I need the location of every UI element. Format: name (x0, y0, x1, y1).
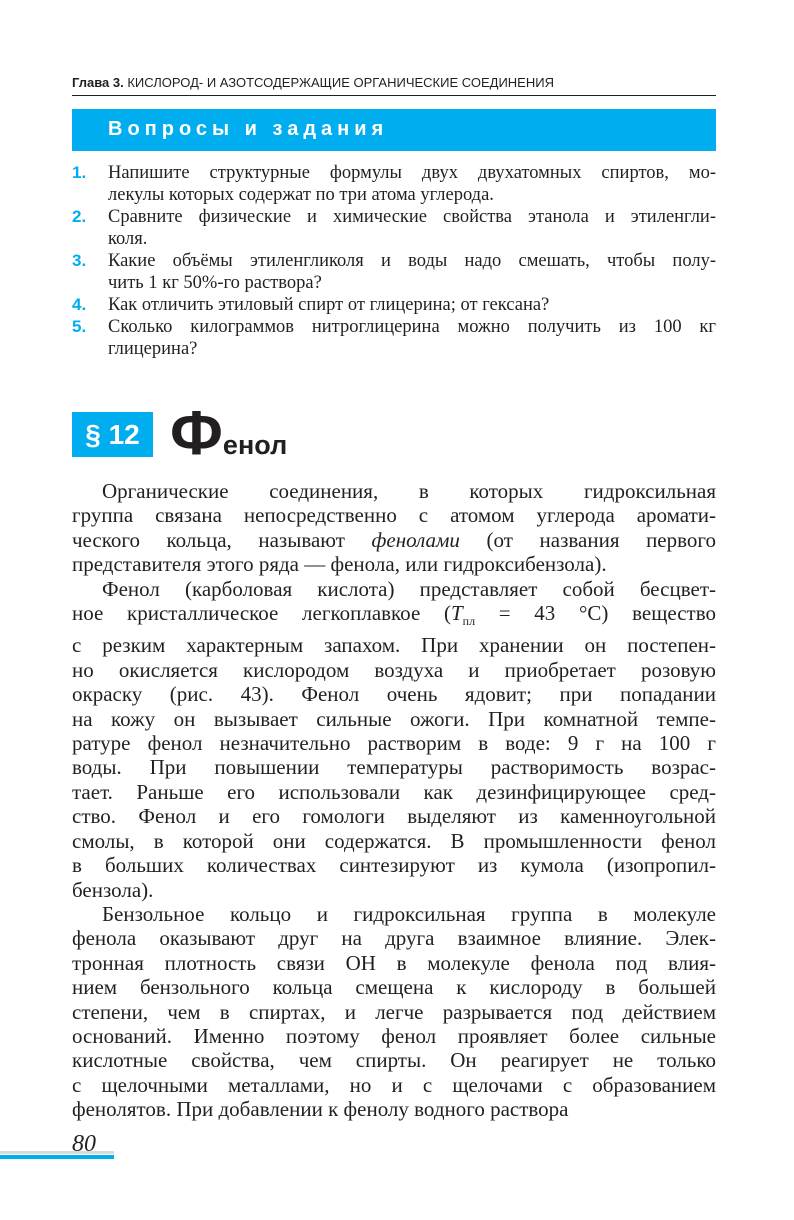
text-line: Бензольное кольцо и гидроксильная группа в молекуле (102, 901, 716, 926)
text-line: на кожу он вызывает сильные ожоги. При комнатной темпе- (72, 706, 716, 731)
text-span: ное кристаллическое легкоплавкое ( (72, 601, 451, 626)
page-number: 80 (72, 1131, 96, 1157)
chapter-title: КИСЛОРОД- И АЗОТСОДЕРЖАЩИЕ ОРГАНИЧЕСКИЕ СОЕДИНЕНИЯ (127, 75, 554, 90)
text-line: но окисляется кислородом воздуха и приобретает розовую (72, 657, 716, 682)
text-line: оснований. Именно поэтому фенол проявляет более сильные (72, 1023, 716, 1048)
question-line: чить 1 кг 50%-го раствора? (108, 273, 322, 293)
text-line: степени, чем в спиртах, и легче разрывается под действием (72, 999, 716, 1024)
question-number: 3. (72, 251, 87, 270)
question-line: Сколько килограммов нитроглицерина можно получить из 100 кг (108, 317, 716, 337)
text-line: кислотные свойства, чем спирты. Он реагирует не только (72, 1048, 716, 1073)
text-line: фенола оказывают друг на друга взаимное влияние. Элек- (72, 926, 716, 951)
question-item (72, 206, 716, 250)
question-line: глицерина? (108, 339, 198, 359)
text-line: бензола). (72, 877, 154, 902)
section-title (170, 398, 287, 469)
text-line: группа связана непосредственно с атомом углерода аромати- (72, 503, 716, 528)
temperature-symbol: T (450, 601, 463, 626)
question-line: Напишите структурные формулы двух двухатомных спиртов, мо- (108, 163, 716, 183)
question-line: Как отличить этиловый спирт от глицерина; от гексана? (108, 295, 550, 315)
body-text (72, 479, 716, 1122)
title-initial: Ф (170, 399, 223, 468)
questions-list (72, 162, 716, 360)
text-line: воды. При повышении температуры растворимость возрас- (72, 755, 716, 780)
running-header (72, 75, 554, 90)
questions-banner (72, 109, 716, 151)
text-line: представителя этого ряда — фенола, или гидроксибензола). (72, 552, 607, 577)
question-line: Сравните физические и химические свойства этанола и этиленгли- (108, 207, 716, 227)
text-line: тает. Раньше его использовали как дезинфицирующее сред- (72, 779, 716, 804)
text-line: Фенол (карболовая кислота) представляет собой бесцвет- (102, 576, 716, 601)
questions-title: Вопросы и задания (108, 118, 389, 140)
question-number: 2. (72, 207, 87, 226)
text-line: в больших количествах синтезируют из кумола (изопропил- (72, 853, 716, 878)
text-span: ческого кольца, называют (72, 527, 372, 552)
text-line: Органические соединения, в которых гидроксильная (102, 479, 716, 503)
question-number: 1. (72, 163, 87, 182)
text-line: ство. Фенол и его гомологи выделяют из каменноугольной (72, 804, 716, 829)
text-line: смолы, в которой они содержатся. В промышленности фенол (72, 828, 716, 853)
footer-blue-bar (0, 1155, 114, 1159)
question-item (72, 162, 716, 206)
question-item (72, 294, 716, 316)
text-line: с резким характерным запахом. При хранении он постепен- (72, 633, 716, 658)
text-line: ратуре фенол незначительно растворим в воде: 9 г на 100 г (72, 731, 716, 756)
title-rest: енол (222, 430, 288, 460)
footer-gray-bar (0, 1151, 114, 1154)
question-item (72, 316, 716, 360)
question-number: 5. (72, 317, 87, 336)
question-line: коля. (108, 229, 148, 249)
text-span: = 43 °C) вещество (475, 601, 716, 626)
text-span: (от названия первого (459, 527, 716, 552)
question-line: Какие объёмы этиленгликоля и воды надо смешать, чтобы полу- (108, 251, 716, 271)
question-item (72, 250, 716, 294)
paragraph-3 (72, 902, 716, 1122)
text-line: с щелочными металлами, но и с щелочами с образованием (72, 1072, 716, 1097)
text-line (72, 601, 716, 633)
question-line: лекулы которых содержат по три атома углерода. (108, 185, 494, 205)
text-line (72, 528, 716, 552)
text-line: окраску (рис. 43). Фенол очень ядовит; при попадании (72, 682, 716, 707)
header-rule (72, 95, 716, 96)
text-line: фенолятов. При добавлении к фенолу водного раствора (72, 1097, 569, 1122)
text-line: тронная плотность связи ОН в молекуле фенола под влия- (72, 950, 716, 975)
text-line: нием бензольного кольца смещена к кислороду в большей (72, 975, 716, 1000)
chapter-label: Глава 3. (72, 75, 124, 90)
section-number-badge: § 12 (72, 412, 153, 457)
paragraph-1 (72, 479, 716, 577)
term-phenols: фенолами (371, 527, 460, 552)
question-number: 4. (72, 295, 87, 314)
paragraph-2 (72, 577, 716, 902)
subscript: пл (462, 614, 476, 629)
